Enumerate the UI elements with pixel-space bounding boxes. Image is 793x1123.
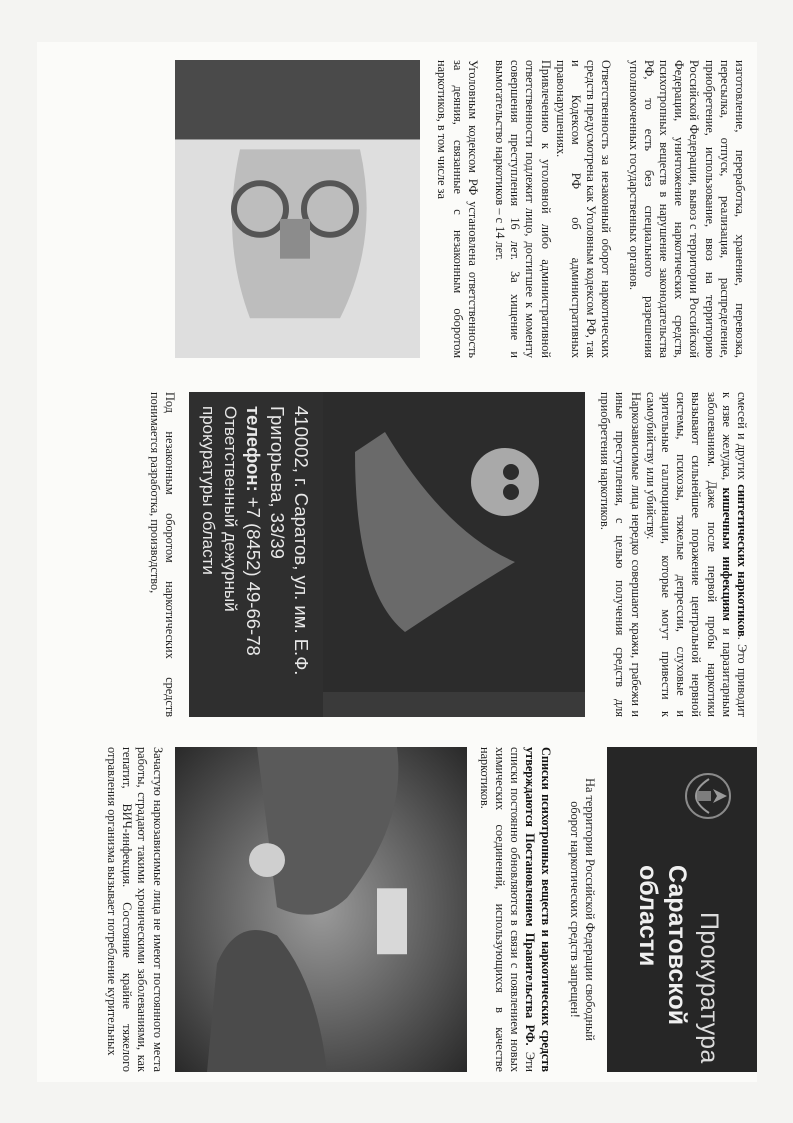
liability-text: Ответственность за незаконный оборот наркотических средств предусмотрена как Уголовным кодексом РФ, так и Кодексом РФ об административных правонарушениях. xyxy=(553,59,613,358)
header-title-line1: Прокуратура xyxy=(694,911,723,1064)
handcuffs-photo xyxy=(175,60,420,358)
intro-text: На территории Российской Федерации свободный оборот наркотических средств запрещен! xyxy=(567,777,597,1041)
leaflet-sheet xyxy=(37,42,757,1082)
leaflet-panel-middle xyxy=(37,382,757,727)
leaflet-panel-front xyxy=(37,737,757,1082)
health-cont-c: . Это приводит к язве желудка, xyxy=(719,391,749,717)
phone-number[interactable]: +7 (8452) 49-66-78 xyxy=(242,496,264,656)
crime-text: Наркозависимые лица нередко совершают кражи, грабежи и иные преступления, с целью получения средств для приобретения наркотиков. xyxy=(597,391,643,717)
health-text-continued xyxy=(642,392,748,717)
health-cont-a: смесей и других xyxy=(734,391,749,484)
illegal-text-start: Под незаконным оборотом наркотических средств понимается разработка, производство, xyxy=(147,391,177,717)
phone-label: телефон: xyxy=(242,405,264,492)
lists-prefix: Списки психотропных веществ и наркотических средств утверждаются Постановлением Правительства РФ. xyxy=(522,746,553,1072)
lists-paragraph xyxy=(476,747,552,1072)
drug-exchange-photo xyxy=(174,747,466,1072)
health-cont-e: и паразитарным заболеваниям. Даже после первой пробы наркотики вызывают сильнейшее поражение центральной нервной системы, психозы, тяжелые депрессии, слуховые и зрительные галлюцинации, которые могут привести к самоубийству или убийству. xyxy=(643,391,734,717)
lists-rest: Эти списки постоянно обновляются в связи с появлением новых химических соединений, использующихся в качестве наркотиков. xyxy=(477,746,537,1072)
phone-note: Ответственный дежурный прокуратуры области xyxy=(198,405,240,612)
contact-address: 410002, г. Саратов, ул. им. Е.Ф. Григорьева, 33/39 xyxy=(266,405,312,675)
health-text-start: Зачастую наркозависимые лица не имеют постоянного места работы, страдают такими хроническими заболеваниями, как гепатит, ВИЧ-инфекция. Состояние крайне тяжелого отравления организма вызывает потребление курительных xyxy=(104,746,165,1072)
header-title-line2: Саратовской области xyxy=(633,864,691,1025)
illegal-text-continued: изготовление, переработка, хранение, перевозка, пересылка, отпуск, реализация, распределение, приобретение, использование, ввоз на территорию Российской Федерации, вывоз с территории Российской Федерации, уничтожение наркотических средств, психотропных веществ в нарушение законодательства РФ, то есть без специального разрешения уполномоченных государственных органов. xyxy=(626,59,747,358)
prosecutor-emblem-icon xyxy=(673,761,743,831)
leaflet-panel-back xyxy=(37,42,757,372)
header-banner xyxy=(607,747,757,1072)
criminal-text: Уголовным кодексом РФ установлена ответственность за деяния, связанные с незаконным оборотом наркотиков, в том числе за xyxy=(434,59,480,358)
health-cont-b: синтетических наркотиков xyxy=(734,483,749,637)
contact-block xyxy=(188,392,322,717)
skull-smoke-photo xyxy=(322,392,584,717)
health-cont-d: кишечным инфекциям xyxy=(719,487,734,621)
age-text: Привлечению к уголовной либо административной ответственности подлежит лицо, достигшее к моменту совершения преступления 16 лет. За хищение и вымогательство наркотиков – с 14 лет. xyxy=(492,59,553,358)
contact-phone-line xyxy=(240,406,264,703)
